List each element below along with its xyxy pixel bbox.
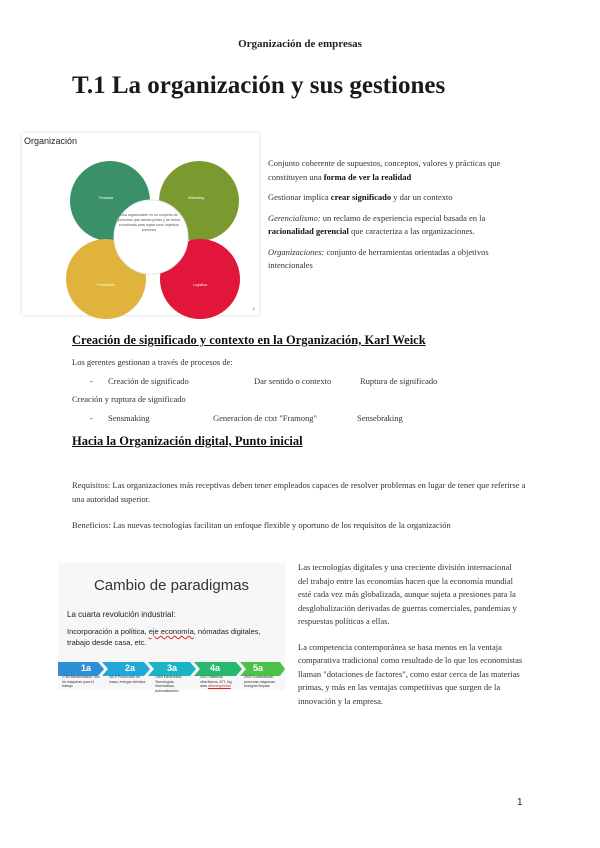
bullet-ruptura: Ruptura de significado (360, 376, 438, 386)
bullet-dash: - (90, 376, 93, 386)
label-logistica: Logística (192, 283, 208, 287)
bullet-framong: Generacion de ctxt "Framong" (213, 413, 317, 423)
stage-note-3a: 1969 Electrónica, Tecnologías informáticas, automatización (155, 675, 183, 693)
section-heading-weick: Creación de significado y contexto en la Organización, Karl Weick (72, 333, 426, 347)
section-heading-digital: Hacia la Organización digital, Punto inicial (72, 434, 303, 448)
bullet-dash: - (90, 413, 93, 423)
section1-line1: Los gerentes gestionan a través de procesos de: (72, 357, 233, 367)
page-number: 1 (517, 797, 523, 808)
section1-line2: Creación y ruptura de significado (72, 394, 186, 404)
requisitos-paragraph: Requisitos: Las organizaciones más receptivas deben tener empleados capaces de resolver problemas en lugar de tener que referirse a una autoridad superior. (72, 480, 526, 504)
globalization-text (298, 561, 523, 720)
label-marketing: Marketing (188, 196, 204, 200)
slide2-title: Cambio de paradigmas (93, 577, 250, 594)
intro-paragraph-4: Organizaciones: conjunto de herramientas orientadas a objetivos intencionales (268, 246, 489, 270)
slide1-center-text: Una organización es un conjunto de personas que actúan juntas y de forma coordinada para lograr unos objetivos comunes (117, 213, 181, 232)
running-header: Organización de empresas (238, 38, 362, 50)
stage-note-4a: 2011 Sistemas ciberfísicos, IOT, big data ciberseguridad (200, 675, 232, 688)
bullet-dar-sentido: Dar sentido o contexto (254, 376, 332, 386)
intro-paragraph-1: Conjunto coherente de supuestos, conceptos, valores y prácticas que constituyen una forma de ver la realidad (268, 158, 501, 182)
paradigm-slide (58, 563, 285, 693)
stage-label-1a: 1a (81, 663, 92, 673)
globalization-paragraph-2: La competencia contemporánea se basa menos en la ventaja comparativa tradicional como resultado de lo que los economistas llaman "dotaciones de factores", como estar cerca de las materias primas, y más en las ventajas competitivas que surgen de la innovación y la empresa. (298, 641, 523, 706)
page-title: T.1 La organización y sus gestiones (72, 72, 446, 99)
bullet-sensebraking: Sensebraking (357, 413, 403, 423)
slide1-page: 1 (252, 306, 255, 311)
stage-note-1a: 1784 Mecanización, uso de máquinas para el trabajo (62, 675, 100, 688)
label-produccion: Producción (97, 283, 115, 287)
intro-paragraph-2: Gestionar implica crear significado y dar un contexto (268, 192, 453, 202)
intro-definitions (268, 157, 518, 280)
center-circle (114, 200, 188, 274)
slide2-text: Incorporación a política, eje economía, nómadas digitales, trabajo desde casa, etc. (67, 627, 261, 647)
slide1-title: Organización (24, 136, 78, 146)
slide2-subtitle: La cuarta revolución industrial: (67, 610, 176, 619)
stage-label-4a: 4a (210, 663, 221, 673)
label-finanzas: Finanzas (98, 196, 114, 200)
organization-slide (22, 133, 259, 315)
bullet-sensmaking: Sensmaking (108, 413, 150, 423)
stage-note-5a: 2020 Colaboración personas-máquinas, energías limpias (244, 675, 276, 688)
beneficios-paragraph: Beneficios: Las nuevas tecnologías facilitan un enfoque flexible y oportuno de los requisitos de la organización (72, 520, 451, 530)
stage-note-2a: 1870 Producción en masa, energía eléctrica (109, 675, 146, 684)
intro-paragraph-3: Gerencialismo: un reclamo de experiencia especial basada en la racionalidad gerencial que caracteriza a las organizaciones. (268, 212, 486, 236)
bullet-creacion: Creación de significado (108, 376, 189, 386)
globalization-paragraph-1: Las tecnologías digitales y una creciente división internacional del trabajo entre las economías hacen que la economía mundial esté cada vez más globalizada, aunque sujeta a presiones para la desglobalización derivadas de guerras comerciales, pandemias y respuestas políticas a ellas. (298, 562, 517, 626)
stage-label-5a: 5a (253, 663, 264, 673)
stage-label-2a: 2a (125, 663, 136, 673)
stage-label-3a: 3a (167, 663, 178, 673)
